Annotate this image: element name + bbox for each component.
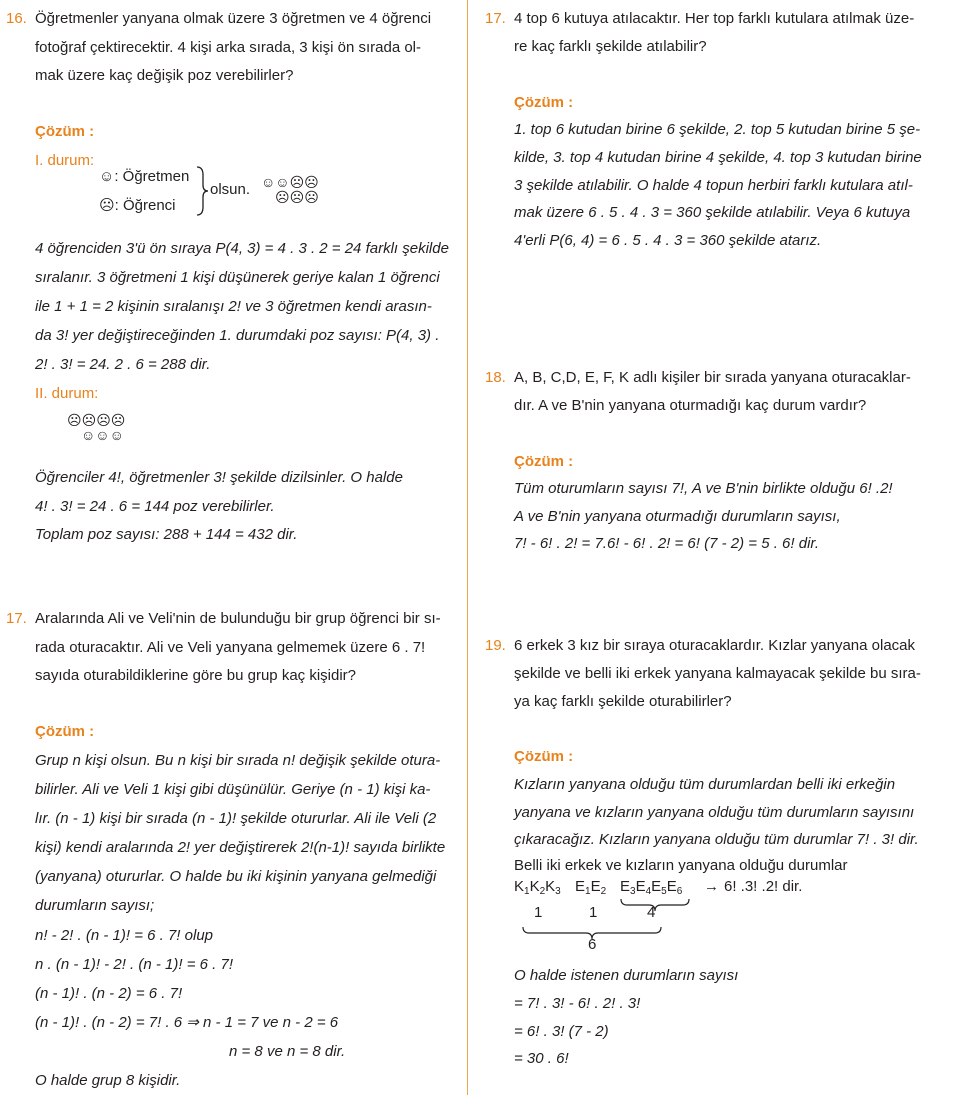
question-text-line: Öğretmenler yanyana olmak üzere 3 öğretmen ve 4 öğrenci [35,10,432,27]
question-number: 19. [485,637,506,654]
solution-line: Öğrenciler 4!, öğretmenler 3! şekilde dizilsinler. O halde [35,469,403,486]
question-text-line: re kaç farklı şekilde atılabilir? [514,38,707,55]
diagram-result: 6! .3! .2! dir. [724,878,803,895]
final-line: = 30 . 6! [514,1050,569,1067]
olsun-text: olsun. [210,181,251,198]
solution-label: Çözüm : [514,748,574,765]
solution-line: (yanyana) otururlar. O halde bu iki kişinin yanyana gelmediği [35,868,437,885]
question-text-line: Aralarında Ali ve Veli'nin de bulunduğu bir grup öğrenci bir sı- [35,610,441,627]
arrow: → [704,878,719,895]
group-two-boys: $E_1E_2$ [575,878,607,897]
solution-line: Belli iki erkek ve kızların yanyana olduğu durumlar [514,857,848,874]
total-count: 6 [588,936,597,953]
count-girls: 1 [534,904,543,921]
question-text-line: rada oturacaktır. Ali ve Veli yanyana gelmemek üzere 6 . 7! [35,639,426,656]
solution-line: kişi) kendi aralarında 2! yer değiştirerek 2!(n-1)! sayıda birlikte [35,839,446,856]
final-line: = 7! . 3! - 6! . 2! . 3! [514,995,641,1012]
solution-line: Tüm oturumların sayısı 7!, A ve B'nin birlikte olduğu 6! .2! [514,480,893,497]
final-line: O halde istenen durumların sayısı [514,967,739,984]
solution-line: Grup n kişi olsun. Bu n kişi bir sırada n! değişik şekilde otura- [35,752,441,769]
question-text-line: sayıda oturabildiklerine göre bu grup kaç kişidir? [35,667,357,684]
solution-line: durumların sayısı; [35,897,155,914]
question-text-line: fotoğraf çektirecektir. 4 kişi arka sırada, 3 kişi ön sırada ol- [35,39,421,56]
question-text-line: 6 erkek 3 kız bir sıraya oturacaklardır. Kızlar yanyana olacak [514,637,916,654]
solution-line: yanyana ve kızların yanyana olduğu tüm durumların sayısını [514,804,915,821]
result-line: n = 8 ve n = 8 dir. [229,1043,346,1060]
faces-row: ☺☺☹☹ [261,174,319,190]
question-number: 18. [485,369,506,386]
solution-line: 1. top 6 kutudan birine 6 şekilde, 2. top 5 kutudan birine 5 şe- [514,121,921,138]
solution-label: Çözüm : [514,94,574,111]
curly-brace [195,165,209,217]
final-line: = 6! . 3! (7 - 2) [514,1023,609,1040]
solution-line: 2! . 3! = 24. 2 . 6 = 288 dir. [35,356,211,373]
case-label: II. durum: [35,385,99,402]
solution-line: 4! . 3! = 24 . 6 = 144 poz verebilirler. [35,498,275,515]
solution-line: (n - 1)! . (n - 2) = 7! . 6 ⇒ n - 1 = 7 ve n - 2 = 6 [35,1014,339,1031]
column-divider [467,0,468,1095]
faces-row: ☹☹☹ [275,189,319,205]
solution-line: mak üzere 6 . 5 . 4 . 3 = 360 şekilde atılabilir. Veya 6 kutuya [514,204,911,221]
question-text-line: 4 top 6 kutuya atılacaktır. Her top farklı kutulara atılmak üze- [514,10,915,27]
count-other-boys: 4 [647,904,656,921]
question-text-line: dır. A ve B'nin yanyana oturmadığı kaç durum vardır? [514,397,867,414]
solution-line: 4 öğrenciden 3'ü ön sıraya P(4, 3) = 4 . 3 . 2 = 24 farklı şekilde [35,240,449,257]
solution-line: 4'erli P(6, 4) = 6 . 5 . 4 . 3 = 360 şekilde atarız. [514,232,822,249]
legend-student: ☹: Öğrenci [99,197,176,214]
solution-label: Çözüm : [35,123,95,140]
solution-line: çıkaracağız. Kızların yanyana olduğu tüm durumlar 7! . 3! dir. [514,831,919,848]
case-label: I. durum: [35,152,95,169]
solution-line: A ve B'nin yanyana oturmadığı durumların sayısı, [514,508,841,525]
question-number: 16. [6,10,27,27]
question-text-line: A, B, C,D, E, F, K adlı kişiler bir sırada yanyana oturacaklar- [514,369,911,386]
solution-line: (n - 1)! . (n - 2) = 6 . 7! [35,985,183,1002]
question-text-line: şekilde ve belli iki erkek yanyana kalmayacak şekilde bu sıra- [514,665,921,682]
solution-label: Çözüm : [514,453,574,470]
count-two-boys: 1 [589,904,598,921]
solution-line: da 3! yer değiştireceğinden 1. durumdaki poz sayısı: P(4, 3) . [35,327,440,344]
solution-line: lır. (n - 1) kişi bir sırada (n - 1)! şekilde otururlar. Ali ile Veli (2 [35,810,437,827]
solution-line: sıralanır. 3 öğretmeni 1 kişi düşünerek geriye kalan 1 öğrenci [35,269,440,286]
solution-line: n . (n - 1)! - 2! . (n - 1)! = 6 . 7! [35,956,233,973]
final-line: O halde grup 8 kişidir. [35,1072,181,1089]
solution-line: 7! - 6! . 2! = 7.6! - 6! . 2! = 6! (7 - 2) = 5 . 6! dir. [514,535,820,552]
group-girls: $K_1K_2K_3$ [514,878,561,897]
legend-teacher: ☺: Öğretmen [99,168,190,185]
solution-line: Kızların yanyana olduğu tüm durumlardan belli iki erkeğin [514,776,896,793]
solution-line: ile 1 + 1 = 2 kişinin sıralanışı 2! ve 3 öğretmen kendi arasın- [35,298,432,315]
faces-row: ☹☹☹☹ [67,412,126,428]
solution-label: Çözüm : [35,723,95,740]
solution-line: bilirler. Ali ve Veli 1 kişi gibi düşünülür. Geriye (n - 1) kişi ka- [35,781,431,798]
solution-line: kilde, 3. top 4 kutudan birine 4 şekilde, 4. top 3 kutudan birine [514,149,922,166]
question-number: 17. [6,610,27,627]
group-other-boys: $E_3E_4E_5E_6$ [620,878,683,897]
solution-line: Toplam poz sayısı: 288 + 144 = 432 dir. [35,526,298,543]
solution-line: 3 şekilde atılabilir. O halde 4 topun herbiri farklı kutulara atıl- [514,177,913,194]
solution-line: n! - 2! . (n - 1)! = 6 . 7! olup [35,927,214,944]
question-text-line: mak üzere kaç değişik poz verebilirler? [35,67,294,84]
question-number: 17. [485,10,506,27]
faces-row: ☺☺☺ [81,427,124,443]
question-text-line: ya kaç farklı şekilde oturabilirler? [514,693,732,710]
